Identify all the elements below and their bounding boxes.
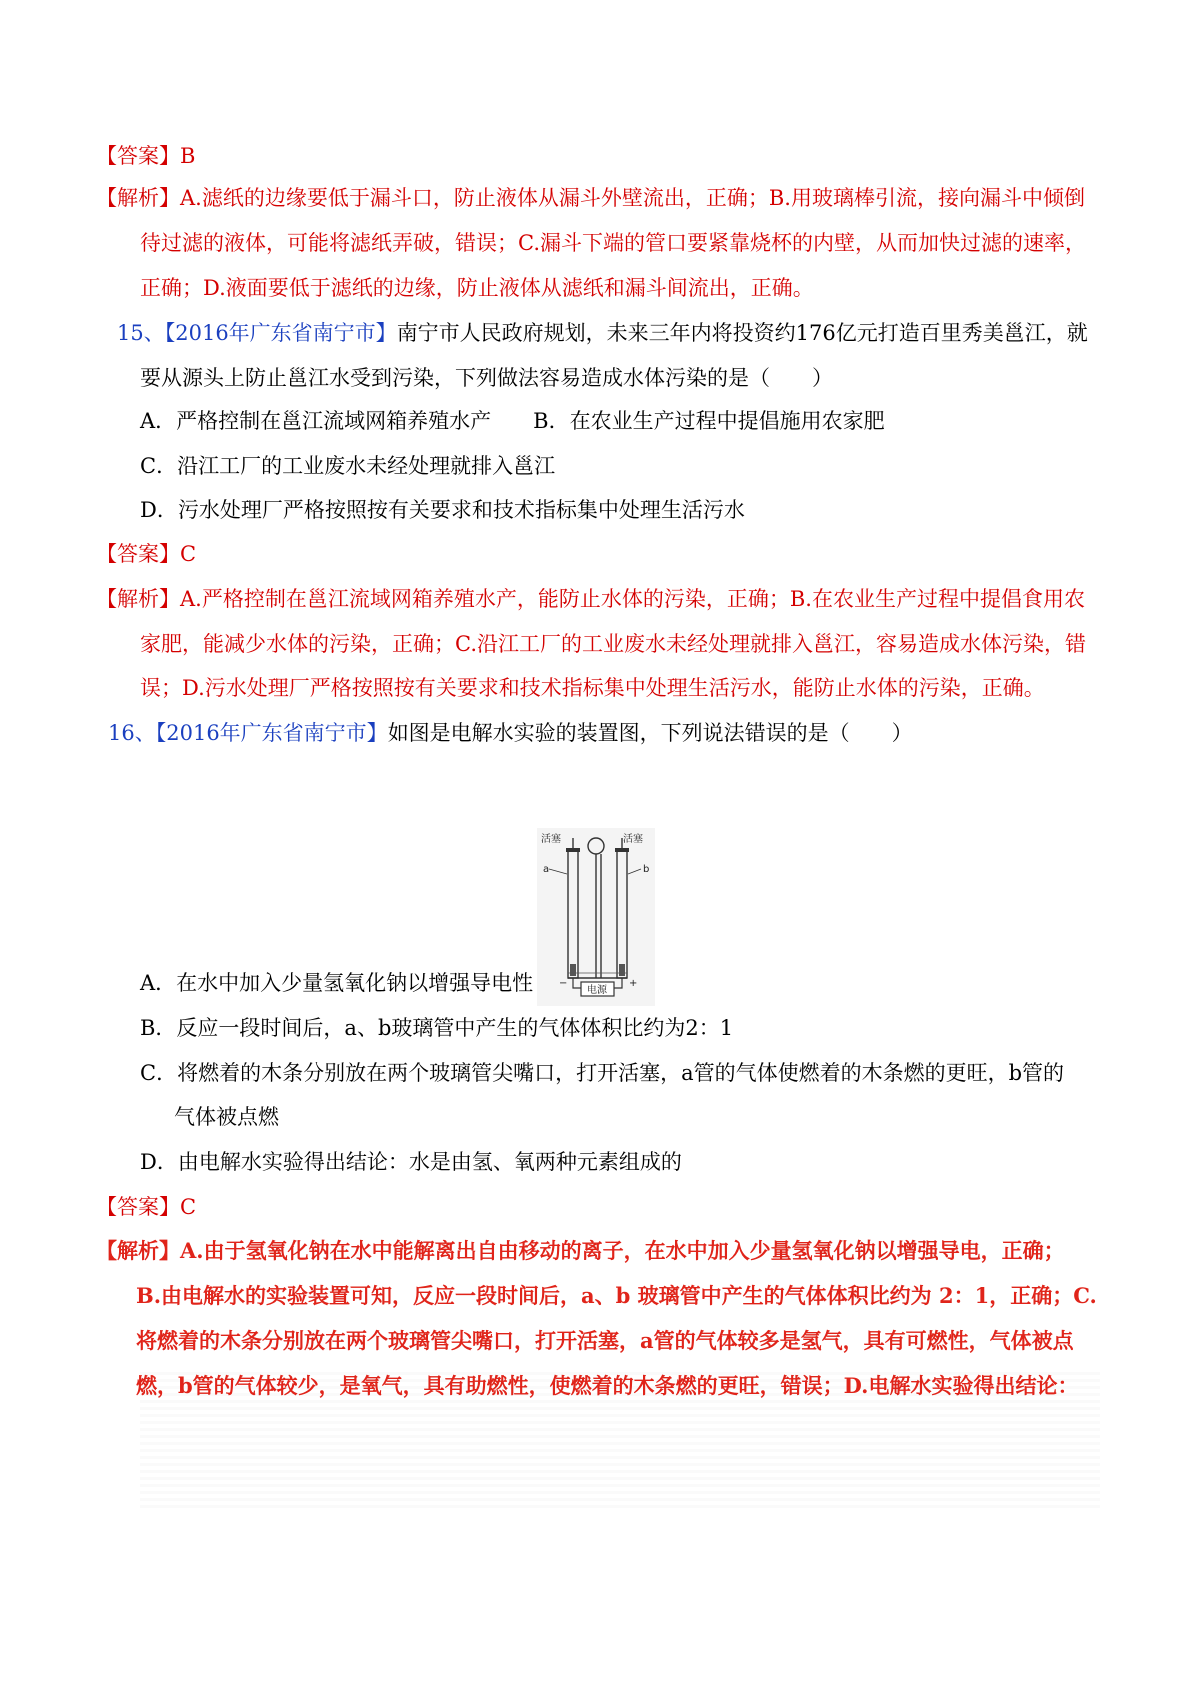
question-stem: 南宁市人民政府规划，未来三年内将投资约176亿元打造百里秀美邕江，就: [396, 321, 1088, 345]
q16-option-c-line-2: 气体被点燃: [174, 1105, 279, 1129]
power-supply-label: 电源: [587, 985, 607, 996]
label-b: b: [643, 864, 650, 875]
left-stopper-label: 活塞: [541, 834, 561, 845]
question-source: 【2016年广东省南宁市】: [164, 321, 397, 345]
left-stopper-icon: [566, 848, 580, 852]
q16-analysis-line-2: B.由电解水的实验装置可知，反应一段时间后，a、b 玻璃管中产生的气体体积比约为 2：1，正确；C.: [136, 1283, 1097, 1308]
analysis-label: 【解析】: [96, 1238, 180, 1263]
electrode-negative: [570, 964, 576, 976]
question-stem: 如图是电解水实验的装置图，下列说法错误的是（ ）: [387, 721, 913, 745]
answer-label: 【答案】: [96, 144, 180, 168]
q16-option-d: D．由电解水实验得出结论：水是由氢、氧两种元素组成的: [140, 1150, 682, 1174]
electrode-positive: [619, 964, 625, 976]
q16-answer: [96, 1192, 196, 1222]
q16-analysis-line-3: 将燃着的木条分别放在两个玻璃管尖嘴口，打开活塞，a管的气体较多是氢气，具有可燃性，气体被点: [136, 1328, 1074, 1353]
q16-option-a: A．在水中加入少量氢氧化钠以增强导电性: [140, 971, 534, 995]
q15-stem-line-1: [117, 318, 1088, 348]
q16-analysis-line-1: [96, 1236, 1065, 1266]
plus-sign: +: [629, 978, 638, 989]
q14-analysis-line-2: 待过滤的液体，可能将滤纸弄破，错误；C.漏斗下端的管口要紧靠烧杯的内壁，从而加快过滤的速率，: [140, 231, 1086, 255]
q15-analysis-line-1: [96, 584, 1085, 614]
analysis-label: 【解析】: [96, 186, 180, 210]
analysis-text: A.严格控制在邕江流域网箱养殖水产，能防止水体的污染，正确；B.在农业生产过程中提倡食用农: [180, 587, 1085, 611]
right-stopper-icon: [615, 848, 629, 852]
question-number: 15、: [117, 321, 165, 345]
analysis-text: A.由于氢氧化钠在水中能解离出自由移动的离子，在水中加入少量氢氧化钠以增强导电，正确；: [180, 1238, 1065, 1263]
q15-option-d: D．污水处理厂严格按照按有关要求和技术指标集中处理生活污水: [140, 498, 745, 522]
q15-answer: [96, 539, 196, 569]
q15-analysis-line-2: 家肥，能减少水体的污染，正确；C.沿江工厂的工业废水未经处理就排入邕江，容易造成水体污染，错: [140, 632, 1086, 656]
answer-value: C: [180, 542, 197, 566]
analysis-label: 【解析】: [96, 587, 180, 611]
label-a: a: [543, 864, 550, 875]
minus-sign: −: [559, 978, 568, 989]
answer-value: B: [180, 144, 196, 168]
q15-option-ab: A．严格控制在邕江流域网箱养殖水产 B．在农业生产过程中提倡施用农家肥: [140, 409, 885, 433]
answer-label: 【答案】: [96, 1195, 180, 1219]
question-number: 16、: [108, 721, 156, 745]
answer-value: C: [180, 1195, 197, 1219]
question-source: 【2016年广东省南宁市】: [155, 721, 388, 745]
q16-stem: [108, 718, 913, 748]
q15-stem-line-2: 要从源头上防止邕江水受到污染，下列做法容易造成水体污染的是（ ）: [140, 366, 833, 390]
analysis-text: A.滤纸的边缘要低于漏斗口，防止液体从漏斗外壁流出，正确；B.用玻璃棒引流，接向漏斗中倾倒: [180, 186, 1085, 210]
q15-option-c: C．沿江工厂的工业废水未经处理就排入邕江: [140, 454, 556, 478]
q16-option-c-line-1: C．将燃着的木条分别放在两个玻璃管尖嘴口，打开活塞，a管的气体使燃着的木条燃的更旺，b管的: [140, 1061, 1065, 1085]
electrolysis-apparatus-diagram: [537, 828, 655, 1006]
answer-label: 【答案】: [96, 542, 180, 566]
q14-answer: [96, 141, 195, 171]
right-stopper-label: 活塞: [623, 834, 643, 845]
q16-option-b: B．反应一段时间后，a、b玻璃管中产生的气体体积比约为2：1: [140, 1016, 734, 1040]
q16-analysis-line-4: 燃，b管的气体较少，是氧气，具有助燃性，使燃着的木条燃的更旺，错误；D.电解水实验得出结论：: [136, 1373, 1079, 1398]
q14-analysis-line-3: 正确；D.液面要低于滤纸的边缘，防止液体从滤纸和漏斗间流出，正确。: [140, 276, 814, 300]
q15-analysis-line-3: 误；D.污水处理厂严格按照按有关要求和技术指标集中处理生活污水，能防止水体的污染，正确。: [140, 676, 1045, 700]
q14-analysis-line-1: [96, 183, 1085, 213]
